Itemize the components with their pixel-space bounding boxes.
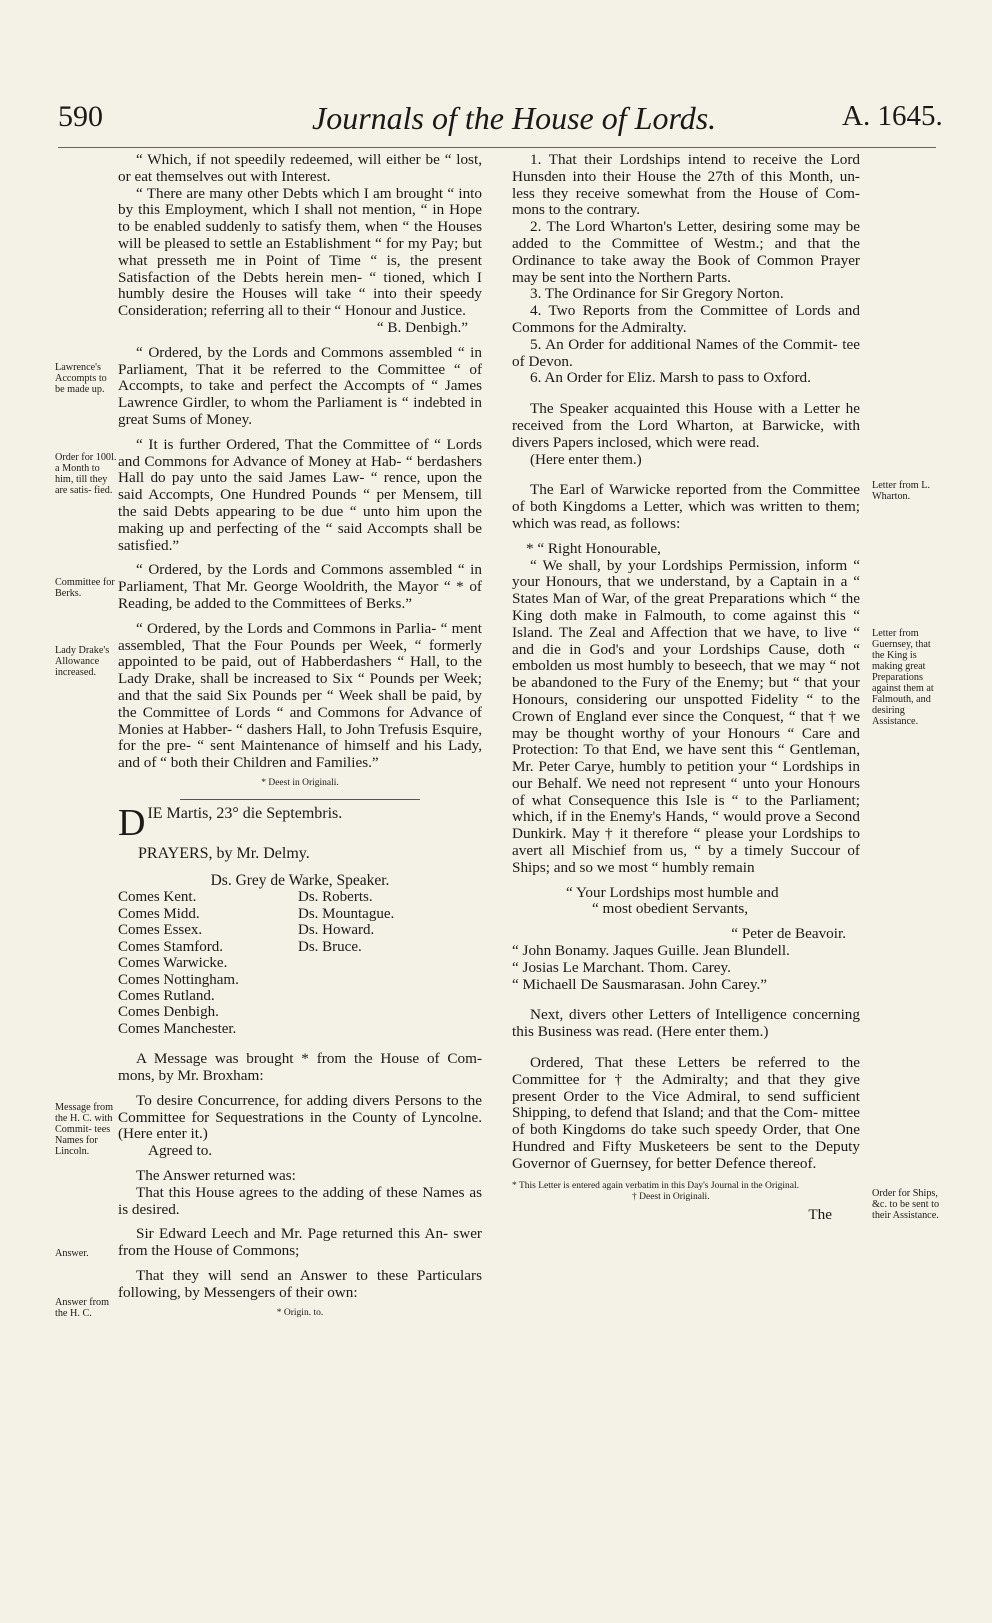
signature-line-3: “ Josias Le Marchant. Thom. Carey.	[512, 958, 731, 976]
sitting-heading	[118, 806, 482, 840]
paragraph-redeemed: “ Which, if not speedily redeemed, will either be “ lost, or eat themselves out with Interest.	[118, 151, 482, 185]
section-divider	[180, 799, 420, 800]
order-admiralty: Ordered, That these Letters be referred to the Committee for † the Admiralty; and that they give present Order to the Vice Admiral, to send sufficient Shipping, to defend that Island; and that the Com- mittee of both Kingdoms do take such speedy Order, that One Hundred and Fifty Musketeers be sent to the Deputy Governor of Guernsey, for better Defence thereof.	[512, 1054, 860, 1172]
page-number: 590	[58, 100, 103, 133]
margin-note-berks: Committee for Berks.	[55, 577, 115, 599]
margin-note-order100: Order for 100l. a Month to him, till they are satis- fied.	[55, 452, 117, 496]
next-letters: Next, divers other Letters of Intelligence concerning this Business was read. (Here enter them.)	[512, 1006, 860, 1041]
lord-name: Comes Essex.	[118, 922, 203, 939]
lord-name: Comes Midd.	[118, 905, 200, 922]
margin-note-answer: Answer.	[55, 1248, 89, 1259]
here-enter-them: (Here enter them.)	[530, 450, 642, 468]
footnote-deest-2: † Deest in Originali.	[632, 1191, 710, 1202]
leech-answer: Sir Edward Leech and Mr. Page returned this An- swer from the House of Commons;	[118, 1225, 482, 1260]
margin-note-wharton: Letter from L. Wharton.	[872, 480, 930, 502]
lord-name: Comes Stamford.	[118, 938, 223, 955]
footnote-deest: * Deest in Originali.	[261, 777, 339, 788]
lord-name: Ds. Howard.	[298, 922, 375, 939]
order-lawrence-accompts: “ Ordered, by the Lords and Commons assembled “ in Parliament, That it be referred to the Committee “ of Accompts, to take and perfect the Accompts of “ James Lawrence Girdler, to whom the Parliament is “ indebted in great Sums of Money.	[118, 343, 482, 428]
lords-right-list	[298, 889, 438, 1037]
footnote-origin: * Origin. to.	[276, 1307, 324, 1318]
margin-note-message: Message from the H. C. with Commit- tees Names for Lincoln.	[55, 1102, 113, 1157]
order-lady-drake: “ Ordered, by the Lords and Commons in Parlia- “ ment assembled, That the Four Pounds per Week, “ formerly appointed to be paid, out of Habberdashers “ Hall, to the Lady Drake, shall be increased to Six “ Pounds per Week; and that the said Six Pounds per “ Week shall be paid, by the Committee of Lords “ and Commons for Advance of Monies at Habber- “ dashers Hall, to John Trefusis Esquire, for the pre- “ sent Maintenance of himself and his Lady, and of “ both their Children and Families.”	[118, 619, 482, 772]
lord-name: Comes Kent.	[118, 889, 197, 906]
letter-body: “ We shall, by your Lordships Permission, inform “ your Honours, that we understand, by a Captain in a “ States Man of War, of the great Preparations which “ the King doth make in Falmouth, to come against this “ Island. The Zeal and Affection that we have, to live “ and die in God's and your Lordships Cause, doth “ embolden us most humbly to beseech, that we may “ not be abandoned to the Fury of the Enemy; but “ that your Honours, considering our unspotted Fidelity “ to the Crown of England ever since the Conquest, “ that † we may be thought worthy of your Honours “ Care and Protection: To that End, we have sent this “ Gentleman, Mr. Peter Carye, humbly to petition your “ Lordships in our Behalf. We need not represent “ unto your Honours of what Consequence this Isle is “ to the Parliament; which, if in the Enemy's Hands, “ would prove a Second Dunkirk. May † it therefore “ please your Lordships to avert all Mischief from us, “ by a timely Succour of Ships; and so we most “ humbly remain	[512, 556, 860, 876]
answer-intro: The Answer returned was:	[136, 1166, 296, 1184]
send-answer: That they will send an Answer to these Particulars following, by Messengers of their own:	[118, 1266, 482, 1301]
warwicke-report: The Earl of Warwicke reported from the Committee of both Kingdoms a Letter, which was written to them; which was read, as follows:	[512, 481, 860, 532]
margin-note-guernsey: Letter from Guernsey, that the King is making great Preparations against them at Falmouth, and desiring Assistance.	[872, 628, 934, 727]
lords-left-list	[118, 889, 298, 1037]
lord-name: Comes Rutland.	[118, 987, 215, 1004]
list-item-5: 5. An Order for additional Names of the Commit- tee of Devon.	[512, 335, 860, 370]
list-item-4: 4. Two Reports from the Committee of Lords and Commons for the Admiralty.	[512, 302, 860, 336]
signature-beavoir: “ Peter de Beavoir.	[731, 925, 846, 943]
drop-cap: D	[118, 805, 146, 840]
signature-line-4: “ Michaell De Sausmarasan. John Carey.”	[512, 975, 768, 993]
speaker-line: Ds. Grey de Warke, Speaker.	[210, 871, 390, 889]
list-item-2: 2. The Lord Wharton's Letter, desiring some may be added to the Committee of Westm.; and that the Ordinance to take away the Book of Common Prayer may be sent into the Northern Parts.	[512, 218, 860, 286]
lords-present	[118, 889, 482, 1037]
paragraph-other-debts: “ There are many other Debts which I am brought “ into by this Employment, which I shall not mention, “ in Hope to be enabled suddenly to satisfy them, when “ the Houses will be pleased to settle an Establishment “ for my Pay; but what presseth me in Point of Time “ is, the present Satisfaction of the Debts herein men- “ tioned, which I humbly desire the Houses will take “ into their speedy Consideration; referring all to their “ Honour and Justice.	[118, 184, 482, 320]
message-broxham: A Message was brought * from the House of Com- mons, by Mr. Broxham:	[118, 1050, 482, 1084]
margin-note-drake: Lady Drake's Allowance increased.	[55, 645, 110, 678]
letter-closing-1: “ Your Lordships most humble and	[566, 883, 779, 901]
list-item-3: 3. The Ordinance for Sir Gregory Norton.	[530, 285, 784, 303]
answer-text: That this House agrees to the adding of these Names as is desired.	[118, 1183, 482, 1218]
margin-note-ships: Order for Ships, &c. to be sent to their Assistance.	[872, 1188, 940, 1221]
order-hundred-pounds: “ It is further Ordered, That the Committee of “ Lords and Commons for Advance of Money at Hab- “ berdashers Hall do pay unto the said James Law- “ rence, upon the said Accompts, One Hundred Pounds “ per Mensem, till the said Debts appearing to be due “ unto him upon the making up and perfecting of the “ said Accompts shall be satisfied.”	[118, 435, 482, 554]
prayers-line: PRAYERS, by Mr. Delmy.	[138, 844, 310, 862]
margin-note-answer-hc: Answer from the H. C.	[55, 1297, 110, 1319]
running-year: A. 1645.	[842, 100, 943, 132]
header-rule	[58, 147, 936, 148]
lord-name: Ds. Bruce.	[298, 938, 362, 955]
order-berks-committee: “ Ordered, by the Lords and Commons assembled “ in Parliament, That Mr. George Wooldrith, the Mayor “ * of Reading, be added to the Committees of Berks.”	[118, 561, 482, 612]
right-column	[512, 152, 860, 1223]
letter-salutation: * “ Right Honourable,	[526, 539, 661, 557]
footnote-verbatim: * This Letter is entered again verbatim in this Day's Journal in the Original.	[512, 1180, 799, 1191]
signature-line-2: “ John Bonamy. Jaques Guille. Jean Blundell.	[512, 942, 790, 960]
lord-name: Comes Warwicke.	[118, 955, 228, 972]
speaker-acquainted: The Speaker acquainted this House with a Letter he received from the Lord Wharton, at Barwicke, with divers Papers inclosed, which were read.	[512, 400, 860, 451]
list-item-6: 6. An Order for Eliz. Marsh to pass to Oxford.	[530, 369, 811, 387]
lord-name: Ds. Roberts.	[298, 889, 373, 906]
lord-name: Comes Nottingham.	[118, 971, 239, 988]
lord-name: Comes Manchester.	[118, 1020, 237, 1037]
agreed-to: Agreed to.	[148, 1142, 213, 1160]
left-column	[118, 152, 482, 1319]
letter-closing-2: “ most obedient Servants,	[592, 900, 749, 918]
desire-concurrence: To desire Concurrence, for adding divers Persons to the Committee for Sequestrations in the County of Lyncolne. (Here enter it.)	[118, 1091, 482, 1143]
margin-note-lawrence: Lawrence's Accompts to be made up.	[55, 362, 107, 395]
list-item-1: 1. That their Lordships intend to receive the Lord Hunsden into their House the 27th of this Month, un- less they receive somewhat from the House of Com- mons to the contrary.	[512, 151, 860, 219]
signature-denbigh: “ B. Denbigh.”	[376, 318, 468, 336]
running-title: Journals of the House of Lords.	[312, 100, 717, 136]
lord-name: Ds. Mountague.	[298, 905, 395, 922]
lord-name: Comes Denbigh.	[118, 1004, 219, 1021]
sitting-date: IE Martis, 23° die Septembris.	[147, 805, 343, 822]
catchword: The	[808, 1205, 832, 1223]
